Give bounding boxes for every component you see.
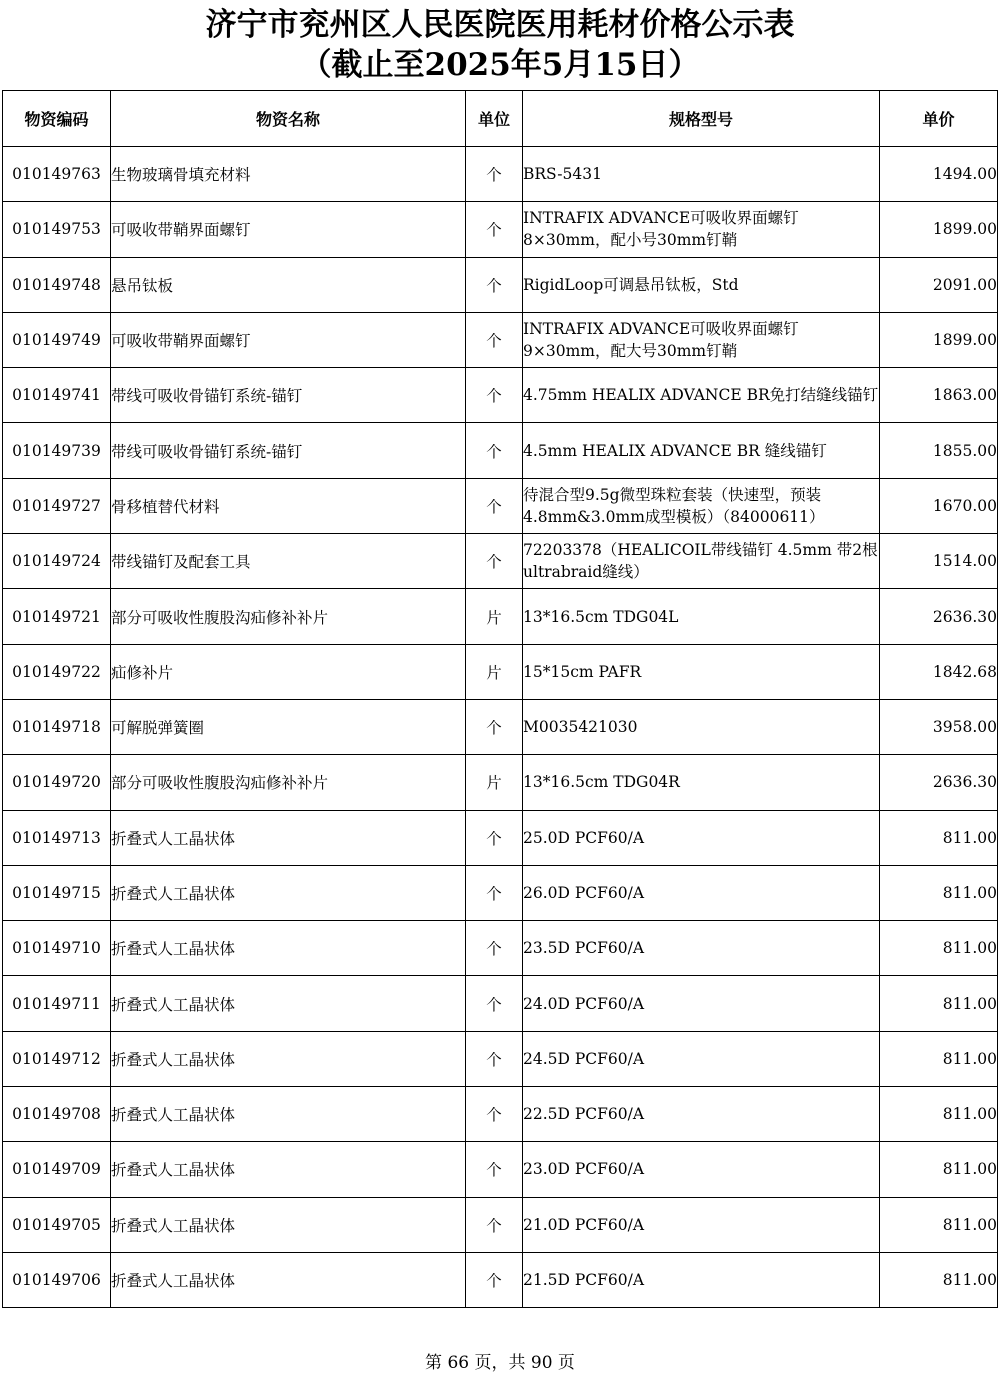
cell-unit: 个 (466, 534, 523, 589)
table-row (3, 478, 998, 533)
cell-unit: 个 (466, 699, 523, 754)
cell-price: 811.00 (880, 1197, 998, 1252)
table-row (3, 423, 998, 478)
cell-unit: 片 (466, 589, 523, 644)
cell-unit: 个 (466, 865, 523, 920)
cell-name: 折叠式人工晶状体 (111, 1197, 466, 1252)
table-row (3, 644, 998, 699)
cell-unit: 个 (466, 810, 523, 865)
page-title: 济宁市兖州区人民医院医用耗材价格公示表 (205, 7, 795, 43)
cell-unit: 个 (466, 257, 523, 312)
cell-unit: 个 (466, 1197, 523, 1252)
cell-code: 010149708 (3, 1087, 111, 1142)
cell-spec: 4.5mm HEALIX ADVANCE BR 缝线锚钉 (523, 423, 880, 478)
table-row (3, 1142, 998, 1197)
cell-price: 1494.00 (880, 147, 998, 202)
cell-code: 010149710 (3, 921, 111, 976)
cell-price: 1842.68 (880, 644, 998, 699)
cell-name: 折叠式人工晶状体 (111, 1087, 466, 1142)
cell-code: 010149715 (3, 865, 111, 920)
cell-name: 折叠式人工晶状体 (111, 1252, 466, 1307)
column-header-price: 单价 (880, 91, 998, 147)
cell-code: 010149705 (3, 1197, 111, 1252)
cell-spec: M0035421030 (523, 699, 880, 754)
table-row (3, 699, 998, 754)
cell-code: 010149720 (3, 755, 111, 810)
cell-spec: 24.0D PCF60/A (523, 976, 880, 1031)
column-header-spec: 规格型号 (523, 91, 880, 147)
cell-unit: 个 (466, 478, 523, 533)
table-row (3, 257, 998, 312)
cell-name: 折叠式人工晶状体 (111, 976, 466, 1031)
cell-name: 折叠式人工晶状体 (111, 1142, 466, 1197)
cell-unit: 个 (466, 147, 523, 202)
cell-price: 811.00 (880, 1087, 998, 1142)
column-header-code: 物资编码 (3, 91, 111, 147)
table-body (3, 147, 998, 1308)
cell-unit: 片 (466, 755, 523, 810)
cell-price: 2636.30 (880, 755, 998, 810)
cell-price: 1855.00 (880, 423, 998, 478)
cell-spec: 25.0D PCF60/A (523, 810, 880, 865)
cell-price: 811.00 (880, 865, 998, 920)
cell-code: 010149753 (3, 202, 111, 257)
cell-unit: 个 (466, 976, 523, 1031)
page-footer: 第 66 页，共 90 页 (425, 1353, 575, 1373)
table-header-row (3, 91, 998, 147)
cell-spec: 4.75mm HEALIX ADVANCE BR免打结缝线锚钉 (523, 368, 880, 423)
cell-code: 010149721 (3, 589, 111, 644)
table-row (3, 312, 998, 367)
cell-name: 折叠式人工晶状体 (111, 865, 466, 920)
cell-price: 1863.00 (880, 368, 998, 423)
cell-price: 811.00 (880, 976, 998, 1031)
cell-name: 生物玻璃骨填充材料 (111, 147, 466, 202)
cell-spec: INTRAFIX ADVANCE可吸收界面螺钉9×30mm，配大号30mm钉鞘 (523, 312, 880, 367)
cell-price: 2091.00 (880, 257, 998, 312)
cell-spec: 23.0D PCF60/A (523, 1142, 880, 1197)
cell-code: 010149712 (3, 1031, 111, 1086)
cell-code: 010149709 (3, 1142, 111, 1197)
cell-spec: 22.5D PCF60/A (523, 1087, 880, 1142)
cell-name: 折叠式人工晶状体 (111, 810, 466, 865)
cell-spec: INTRAFIX ADVANCE可吸收界面螺钉8×30mm，配小号30mm钉鞘 (523, 202, 880, 257)
cell-code: 010149727 (3, 478, 111, 533)
table-row (3, 1252, 998, 1307)
cell-price: 2636.30 (880, 589, 998, 644)
table-row (3, 202, 998, 257)
cell-name: 带线可吸收骨锚钉系统-锚钉 (111, 368, 466, 423)
cell-code: 010149722 (3, 644, 111, 699)
cell-code: 010149706 (3, 1252, 111, 1307)
table-row (3, 976, 998, 1031)
cell-code: 010149711 (3, 976, 111, 1031)
cell-name: 可解脱弹簧圈 (111, 699, 466, 754)
table-row (3, 1031, 998, 1086)
cell-unit: 个 (466, 1252, 523, 1307)
cell-name: 可吸收带鞘界面螺钉 (111, 312, 466, 367)
table-row (3, 1087, 998, 1142)
cell-spec: 15*15cm PAFR (523, 644, 880, 699)
cell-unit: 个 (466, 1142, 523, 1197)
cell-spec: 23.5D PCF60/A (523, 921, 880, 976)
price-table (2, 90, 998, 1308)
page-subtitle: （截止至2025年5月15日） (300, 47, 700, 83)
cell-name: 可吸收带鞘界面螺钉 (111, 202, 466, 257)
cell-unit: 个 (466, 1087, 523, 1142)
cell-name: 疝修补片 (111, 644, 466, 699)
table-row (3, 810, 998, 865)
table-row (3, 589, 998, 644)
cell-price: 811.00 (880, 810, 998, 865)
table-row (3, 1197, 998, 1252)
cell-spec: 24.5D PCF60/A (523, 1031, 880, 1086)
cell-code: 010149713 (3, 810, 111, 865)
table-row (3, 755, 998, 810)
table-row (3, 147, 998, 202)
table-row (3, 921, 998, 976)
cell-price: 3958.00 (880, 699, 998, 754)
cell-unit: 个 (466, 368, 523, 423)
cell-code: 010149749 (3, 312, 111, 367)
cell-spec: 13*16.5cm TDG04R (523, 755, 880, 810)
column-header-name: 物资名称 (111, 91, 466, 147)
cell-name: 部分可吸收性腹股沟疝修补补片 (111, 755, 466, 810)
cell-unit: 个 (466, 423, 523, 478)
cell-spec: 待混合型9.5g微型珠粒套装（快速型，预装4.8mm&3.0mm成型模板）（84000611） (523, 478, 880, 533)
column-header-unit: 单位 (466, 91, 523, 147)
cell-name: 带线锚钉及配套工具 (111, 534, 466, 589)
cell-code: 010149748 (3, 257, 111, 312)
cell-price: 811.00 (880, 921, 998, 976)
cell-spec: 21.0D PCF60/A (523, 1197, 880, 1252)
cell-name: 带线可吸收骨锚钉系统-锚钉 (111, 423, 466, 478)
cell-spec: 26.0D PCF60/A (523, 865, 880, 920)
cell-price: 811.00 (880, 1252, 998, 1307)
cell-price: 1514.00 (880, 534, 998, 589)
cell-name: 悬吊钛板 (111, 257, 466, 312)
cell-unit: 片 (466, 644, 523, 699)
cell-price: 1670.00 (880, 478, 998, 533)
cell-spec: 72203378（HEALICOIL带线锚钉 4.5mm 带2根ultrabraid缝线） (523, 534, 880, 589)
cell-price: 1899.00 (880, 202, 998, 257)
cell-name: 折叠式人工晶状体 (111, 921, 466, 976)
cell-name: 骨移植替代材料 (111, 478, 466, 533)
cell-code: 010149741 (3, 368, 111, 423)
cell-code: 010149739 (3, 423, 111, 478)
table-row (3, 865, 998, 920)
cell-unit: 个 (466, 921, 523, 976)
cell-spec: BRS-5431 (523, 147, 880, 202)
cell-spec: RigidLoop可调悬吊钛板，Std (523, 257, 880, 312)
cell-unit: 个 (466, 202, 523, 257)
table-row (3, 368, 998, 423)
cell-code: 010149718 (3, 699, 111, 754)
cell-code: 010149724 (3, 534, 111, 589)
cell-name: 部分可吸收性腹股沟疝修补补片 (111, 589, 466, 644)
cell-unit: 个 (466, 312, 523, 367)
cell-spec: 13*16.5cm TDG04L (523, 589, 880, 644)
cell-unit: 个 (466, 1031, 523, 1086)
cell-spec: 21.5D PCF60/A (523, 1252, 880, 1307)
cell-name: 折叠式人工晶状体 (111, 1031, 466, 1086)
cell-price: 811.00 (880, 1031, 998, 1086)
cell-price: 1899.00 (880, 312, 998, 367)
cell-price: 811.00 (880, 1142, 998, 1197)
cell-code: 010149763 (3, 147, 111, 202)
table-row (3, 534, 998, 589)
